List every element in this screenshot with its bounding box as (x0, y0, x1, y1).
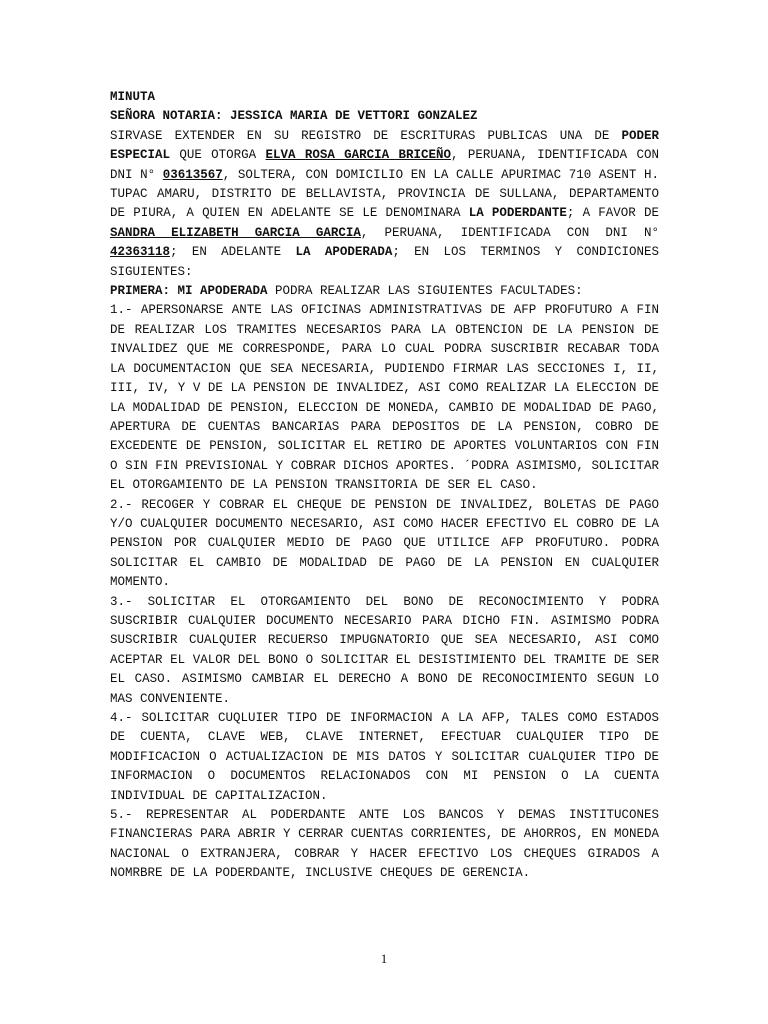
intro-paragraph (110, 127, 659, 282)
document-heading: MINUTA (110, 90, 156, 104)
document-body (110, 88, 659, 884)
grantor-role: LA PODERDANTE (468, 206, 567, 221)
attorney-role: LA APODERADA (295, 245, 393, 260)
intro-text-4: , SOLTERA, CON DOMICILIO EN LA CALLE APURIMAC 710 ASENT H. TUPAC AMARU, DISTRITO DE BELLAVISTA, PROVINCIA DE SULLANA, DEPARTAMENTO DE PIURA, A QUIEN EN ADELANTE SE LE DENOMINARA (110, 167, 659, 221)
grantor-dni: 03613567 (162, 167, 223, 182)
intro-text-3: , PERUANA, IDENTIFICADA CON DNI N° (110, 148, 659, 182)
attorney-name: SANDRA ELIZABETH GARCIA GARCIA (110, 225, 361, 240)
clause-item-3: 3.- SOLICITAR EL OTORGAMIENTO DEL BONO DE RECONOCIMIENTO Y PODRA SUSCRIBIR CUALQUIER DOCUMENTO NECESARIO PARA DICHO FIN. ASIMISMO PODRA SUSCRIBIR CUALQUIER RECUERSO IMPUGNATORIO QUE SEA NECESARIO, ASI COMO ACEPTAR EL VALOR DEL BONO O SOLICITAR EL DESISTIMIENTO DEL TRAMITE DE SER EL CASO. ASIMISMO CAMBIAR EL DERECHO A BONO DE RECONOCIMIENTO SEGUN LO MAS CONVENIENTE. (110, 594, 659, 706)
grantor-name: ELVA ROSA GARCIA BRICEÑO (265, 148, 451, 163)
attorney-dni: 42363118 (110, 245, 171, 260)
clause-item-5: 5.- REPRESENTAR AL PODERDANTE ANTE LOS BANCOS Y DEMAS INSTITUCONES FINANCIERAS PARA ABRIR Y CERRAR CUENTAS CORRIENTES, DE AHORROS, EN MONEDA NACIONAL O EXTRANJERA, COBRAR Y HACER EFECTIVO LOS CHEQUES GIRADOS A NOMRBRE DE LA PODERDANTE, INCLUSIVE CHEQUES DE GERENCIA. (110, 808, 659, 881)
intro-text-1: SIRVASE EXTENDER EN SU REGISTRO DE ESCRITURAS PUBLICAS UNA DE (110, 128, 622, 143)
clause-first-label: PRIMERA: MI APODERADA (110, 284, 268, 299)
clause-first (110, 282, 659, 301)
intro-text-7: ; EN ADELANTE (170, 245, 296, 260)
intro-text-6: , PERUANA, IDENTIFICADA CON DNI N° (360, 225, 659, 240)
clause-first-text: PODRA REALIZAR LAS SIGUIENTES FACULTADES: (267, 284, 583, 299)
intro-text-5: ; A FAVOR DE (566, 206, 659, 221)
intro-text-2: QUE OTORGA (170, 148, 266, 163)
salutation: SEÑORA NOTARIA: JESSICA MARIA DE VETTORI GONZALEZ (110, 109, 478, 124)
page-number: 1 (380, 951, 388, 966)
clause-item-4: 4.- SOLICITAR CUQLUIER TIPO DE INFORMACION A LA AFP, TALES COMO ESTADOS DE CUENTA, CLAVE WEB, CLAVE INTERNET, EFECTUAR CUALQUIER TIPO DE MODIFICACION O ACTUALIZACION DE MIS DATOS Y SOLICITAR CUALQUIER TIPO DE INFORMACION O DOCUMENTOS RELACIONADOS CON MI PENSION O LA CUENTA INDIVIDUAL DE CAPITALIZACION. (110, 711, 659, 803)
clause-item-2: 2.- RECOGER Y COBRAR EL CHEQUE DE PENSION DE INVALIDEZ, BOLETAS DE PAGO Y/O CUALQUIER DOCUMENTO NECESARIO, ASI COMO HACER EFECTIVO EL COBRO DE LA PENSION POR CUALQUIER MEDIO DE PAGO QUE UTILICE AFP PROFUTURO. PODRA SOLICITAR EL CAMBIO DE MODALIDAD DE PAGO DE LA PENSION EN CUALQUIER MOMENTO. (110, 497, 659, 590)
intro-text-8: ; EN LOS TERMINOS Y CONDICIONES SIGUIENTES: (110, 245, 659, 279)
document-type: PODER ESPECIAL (110, 128, 659, 163)
clause-item-1: 1.- APERSONARSE ANTE LAS OFICINAS ADMINISTRATIVAS DE AFP PROFUTURO A FIN DE REALIZAR LOS TRAMITES NECESARIOS PARA LA OBTENCION DE LA PENSION DE INVALIDEZ QUE ME CORRESPONDE, PARA LO CUAL PODRA SUSCRIBIR RECABAR TODA LA DOCUMENTACION QUE SEA NECESARIA, PUDIENDO FIRMAR LAS SECCIONES I, II, III, IV, Y V DE LA PENSION DE INVALIDEZ, ASI COMO REALIZAR LA ELECCION DE LA MODALIDAD DE PENSION, ELECCION DE MONEDA, CAMBIO DE MODALIDAD DE PAGO, APERTURA DE CUENTAS BANCARIAS PARA DEPOSITOS DE LA PENSION, COBRO DE EXCEDENTE DE PENSION, SOLICITAR EL RETIRO DE APORTES VOLUNTARIOS CON FIN O SIN FIN PREVISIONAL Y COBRAR DICHOS APORTES. ´PODRA ASIMISMO, SOLICITAR EL OTORGAMIENTO DE LA PENSION TRANSITORIA DE SER EL CASO. (110, 303, 659, 493)
